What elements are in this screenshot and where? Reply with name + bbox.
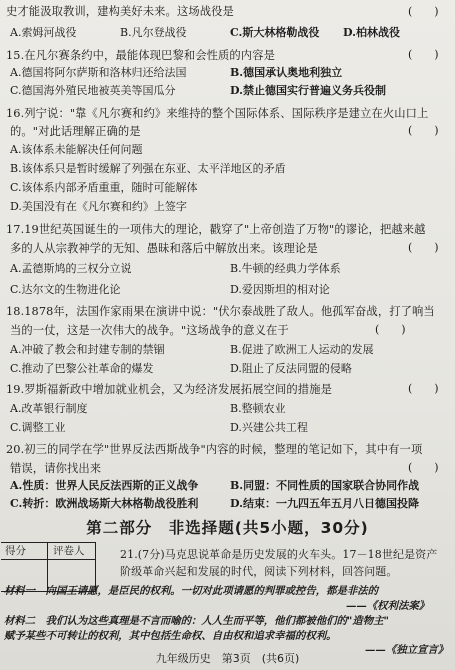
q19-option-a[interactable]: A.改革银行制度 bbox=[10, 402, 88, 415]
q15-stem: 15.在凡尔赛条约中，最能体现巴黎和会性质的内容是 bbox=[6, 49, 275, 62]
material-1-source: ——《权利法案》 bbox=[346, 600, 430, 612]
q15-option-b[interactable]: B.德国承认奥地利独立 bbox=[230, 66, 343, 79]
q14-option-b[interactable]: B.凡尔登战役 bbox=[120, 26, 187, 39]
q15-option-d[interactable]: D.禁止德国实行普遍义务兵役制 bbox=[230, 84, 386, 97]
q15-option-c[interactable]: C.德国海外殖民地被英美等国瓜分 bbox=[10, 84, 176, 97]
q17-stem-line2: 多的人从宗教神学的无知、愚昧和落后中解放出来。该理论是 bbox=[10, 242, 318, 255]
q17-option-c[interactable]: C.达尔文的生物进化论 bbox=[10, 283, 121, 296]
page-footer: 九年级历史 第3页 (共6页) bbox=[155, 652, 300, 665]
score-box-header bbox=[1, 543, 95, 560]
q19-answer-paren[interactable]: ( ) bbox=[408, 382, 439, 395]
q18-option-c[interactable]: C.推动了巴黎公社革命的爆发 bbox=[10, 362, 154, 375]
q14-stem-tail: 史才能汲取教训，建构美好未来。这场战役是 bbox=[6, 5, 234, 18]
q20-option-c[interactable]: C.转折：欧洲战场斯大林格勒战役胜利 bbox=[10, 497, 199, 510]
q19-option-d[interactable]: D.兴建公共工程 bbox=[230, 421, 308, 434]
q17-option-d[interactable]: D.爱因斯坦的相对论 bbox=[230, 283, 330, 296]
q19-option-b[interactable]: B.整顿农业 bbox=[230, 402, 286, 415]
q20-option-a[interactable]: A.性质：世界人民反法西斯的正义战争 bbox=[10, 479, 199, 492]
q18-stem-line1: 18.1878年，法国作家雨果在演讲中说："伏尔泰战胜了敌人。他孤军奋战，打了响当 bbox=[6, 305, 435, 318]
q16-option-d[interactable]: D.美国没有在《凡尔赛和约》上签字 bbox=[10, 200, 187, 213]
q20-answer-paren[interactable]: ( ) bbox=[408, 461, 439, 474]
q15-answer-paren[interactable]: ( ) bbox=[408, 48, 439, 61]
q21-stem-line2: 阶级革命兴起和发展的时代，阅读下列材料，回答问题。 bbox=[120, 565, 398, 578]
q14-option-d[interactable]: D.柏林战役 bbox=[343, 26, 400, 39]
q14-answer-paren[interactable]: ( ) bbox=[408, 5, 439, 18]
q17-answer-paren[interactable]: ( ) bbox=[408, 241, 439, 254]
q16-option-b[interactable]: B.该体系只是暂时缓解了列强在东亚、太平洋地区的矛盾 bbox=[10, 162, 286, 175]
q20-option-d[interactable]: D.结束：一九四五年五月八日德国投降 bbox=[230, 497, 419, 510]
q18-answer-paren[interactable]: ( ) bbox=[375, 323, 406, 336]
q16-option-c[interactable]: C.该体系内部矛盾重重，随时可能解体 bbox=[10, 181, 198, 194]
q20-option-b[interactable]: B.同盟：不同性质的国家联合协同作战 bbox=[230, 479, 420, 492]
q16-option-a[interactable]: A.该体系未能解决任何问题 bbox=[10, 143, 143, 156]
q14-option-a[interactable]: A.索姆河战役 bbox=[10, 26, 77, 39]
q16-stem-line1: 16.列宁说："靠《凡尔赛和约》来维持的整个国际体系、国际秩序是建立在火山口上 bbox=[6, 107, 429, 120]
q18-option-d[interactable]: D.阻止了反法同盟的侵略 bbox=[230, 362, 352, 375]
q16-stem-line2: 的。"对此话理解正确的是 bbox=[10, 125, 141, 138]
q14-option-c[interactable]: C.斯大林格勒战役 bbox=[230, 26, 320, 39]
grader-label: 评卷人 bbox=[53, 545, 85, 557]
material-2-line2: 赋予某些不可转让的权利，其中包括生命权、自由权和追求幸福的权利。 bbox=[4, 630, 337, 642]
q20-stem-line2: 错误，请你找出来 bbox=[10, 462, 102, 475]
q18-option-a[interactable]: A.冲破了教会和封建专制的禁锢 bbox=[10, 343, 165, 356]
q20-stem-line1: 20.初三的同学在学"世界反法西斯战争"内容的时候，整理的笔记如下，其中有一项 bbox=[6, 443, 423, 456]
material-1: 材料一 向国王请愿，是臣民的权利。一切对此项请愿的判罪或控告，都是非法的 bbox=[4, 585, 379, 597]
q15-option-a[interactable]: A.德国将阿尔萨斯和洛林归还给法国 bbox=[10, 66, 187, 79]
q18-option-b[interactable]: B.促进了欧洲工人运动的发展 bbox=[230, 343, 374, 356]
q16-answer-paren[interactable]: ( ) bbox=[408, 124, 439, 137]
q21-stem-line1: 21.(7分)马克思说革命是历史发展的火车头。17－18世纪是资产 bbox=[120, 548, 438, 561]
q19-stem: 19.罗斯福新政中增加就业机会，又为经济发展拓展空间的措施是 bbox=[6, 383, 332, 396]
section-title: 第二部分 非选择题(共5小题，30分) bbox=[86, 519, 369, 537]
q17-option-b[interactable]: B.牛顿的经典力学体系 bbox=[230, 262, 341, 275]
q18-stem-line2: 当的一仗，这是一次伟大的战争。"这场战争的意义在于 bbox=[10, 324, 289, 337]
q17-option-a[interactable]: A.孟德斯鸠的三权分立说 bbox=[10, 262, 132, 275]
material-2-line1: 材料二 我们认为这些真理是不言而喻的：人人生而平等，他们都被他们的"造物主" bbox=[4, 615, 389, 627]
score-label: 得分 bbox=[5, 545, 26, 557]
material-2-source: ——《独立宣言》 bbox=[365, 644, 449, 656]
q17-stem-line1: 17.19世纪英国诞生的一项伟大的理论，戳穿了"上帝创造了万物"的谬论，把越来越 bbox=[6, 223, 426, 236]
q19-option-c[interactable]: C.调整工业 bbox=[10, 421, 66, 434]
